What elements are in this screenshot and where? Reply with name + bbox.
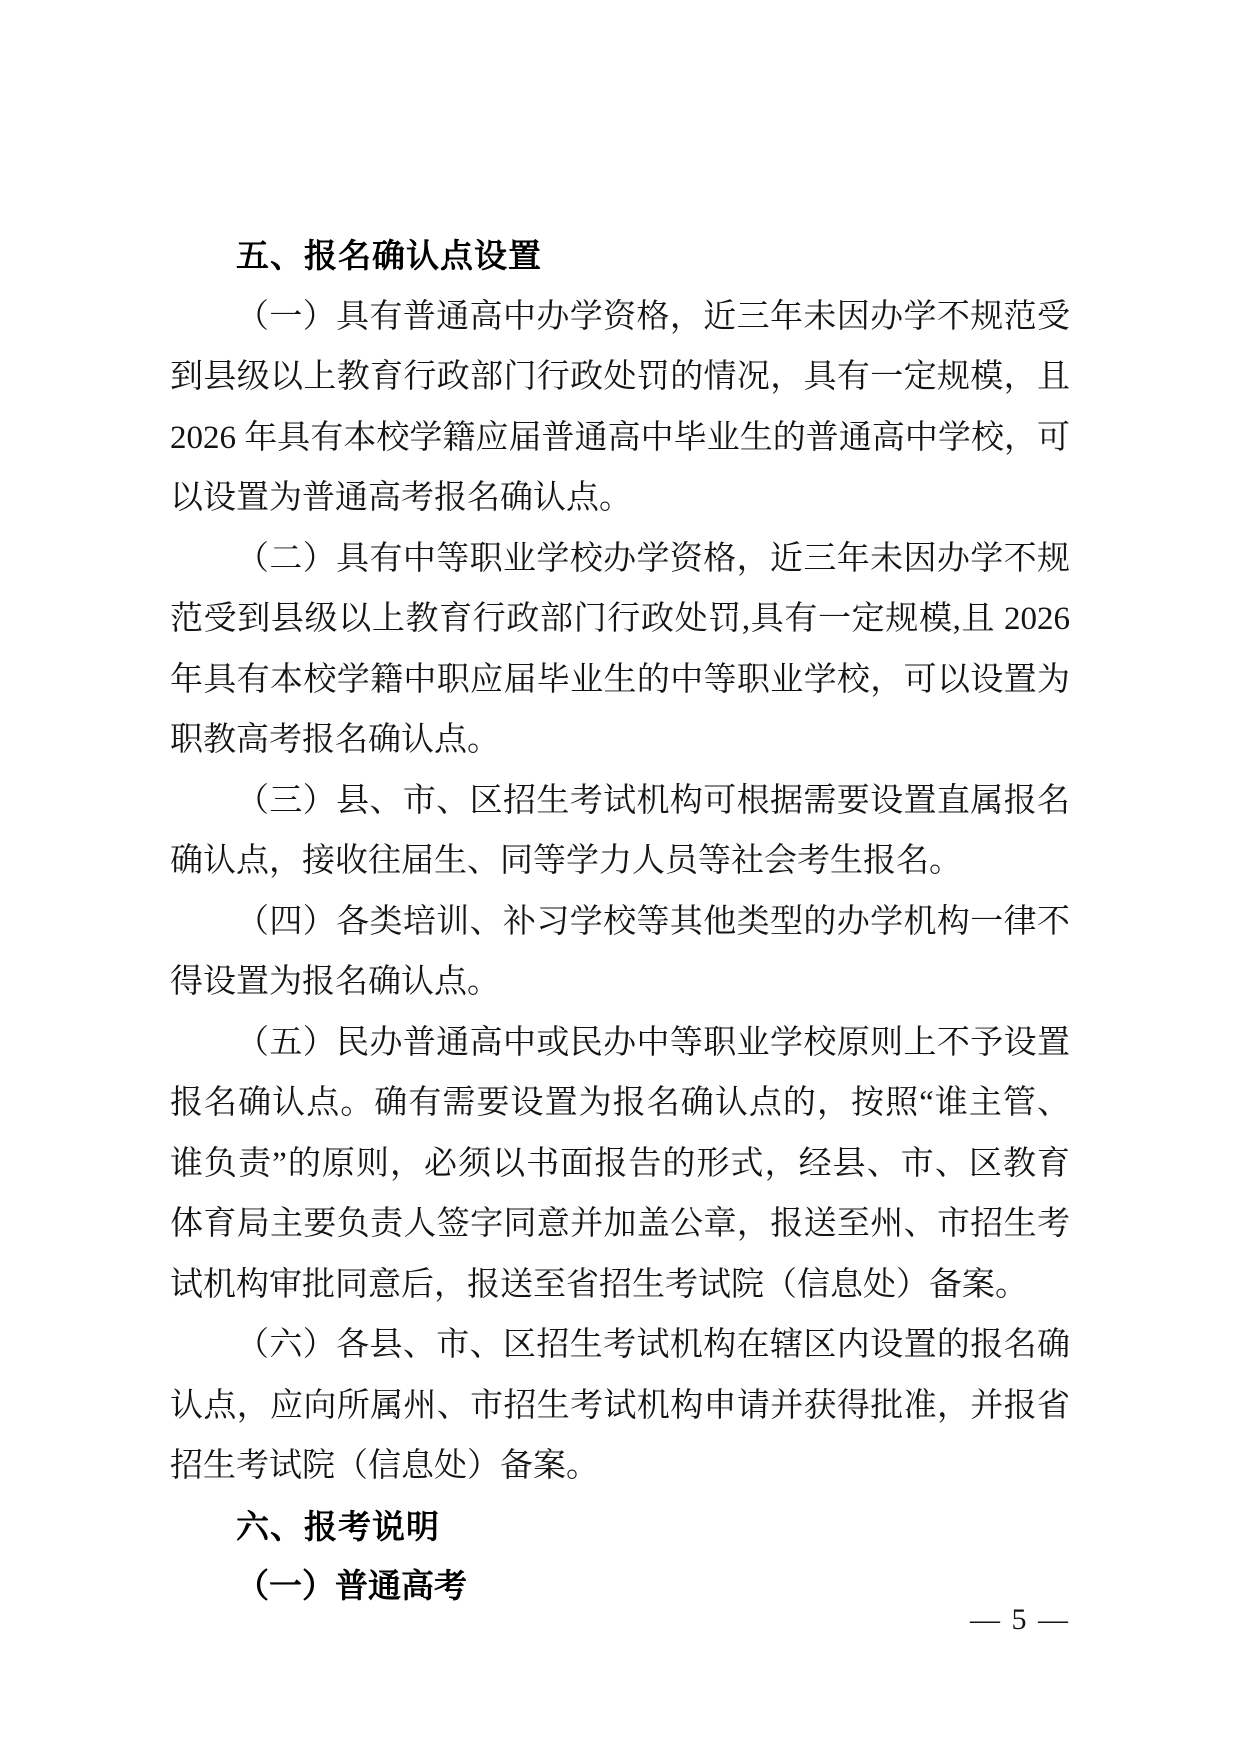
paragraph-line: 谁负责”的原则，必须以书面报告的形式，经县、市、区教育 <box>170 1145 1070 1182</box>
paragraph-line: （一）具有普通高中办学资格，近三年未因办学不规范受 <box>236 298 1070 335</box>
paragraph-line: （二）具有中等职业学校办学资格，近三年未因办学不规 <box>236 540 1070 577</box>
paragraph-line: 试机构审批同意后，报送至省招生考试院（信息处）备案。 <box>170 1266 1028 1303</box>
paragraph-line: 职教高考报名确认点。 <box>170 722 500 758</box>
section-heading: 五、报名确认点设置 <box>236 237 542 274</box>
paragraph-line: 范受到县级以上教育行政部门行政处罚,具有一定规模,且 2026 <box>170 601 1070 637</box>
paragraph-line: 2026 年具有本校学籍应届普通高中毕业生的普通高中学校，可 <box>170 419 1070 456</box>
paragraph-line: 报名确认点。确有需要设置为报名确认点的，按照“谁主管、 <box>170 1085 1070 1121</box>
paragraph-line: 到县级以上教育行政部门行政处罚的情况，具有一定规模，且 <box>170 359 1070 395</box>
paragraph-line: 年具有本校学籍中职应届毕业生的中等职业学校，可以设置为 <box>170 661 1070 698</box>
paragraph-line: （四）各类培训、补习学校等其他类型的办学机构一律不 <box>236 903 1070 940</box>
paragraph-line: 体育局主要负责人签字同意并加盖公章，报送至州、市招生考 <box>170 1206 1070 1242</box>
paragraph-line: 得设置为报名确认点。 <box>170 964 500 1000</box>
paragraph-line: 确认点，接收往届生、同等学力人员等社会考生报名。 <box>170 843 962 879</box>
paragraph-line: 以设置为普通高考报名确认点。 <box>170 480 632 516</box>
document-body <box>170 226 1070 1618</box>
page-number: — 5 — <box>970 1603 1070 1636</box>
paragraph-line: 招生考试院（信息处）备案。 <box>170 1448 599 1484</box>
sub-heading: （一）普通高考 <box>236 1569 467 1605</box>
paragraph-line: （六）各县、市、区招生考试机构在辖区内设置的报名确 <box>236 1327 1070 1363</box>
paragraph-line: （五）民办普通高中或民办中等职业学校原则上不予设置 <box>236 1024 1070 1061</box>
paragraph-line: 认点，应向所属州、市招生考试机构申请并获得批准，并报省 <box>170 1387 1070 1424</box>
section-heading: 六、报考说明 <box>236 1507 440 1545</box>
paragraph-line: （三）县、市、区招生考试机构可根据需要设置直属报名 <box>236 782 1070 819</box>
